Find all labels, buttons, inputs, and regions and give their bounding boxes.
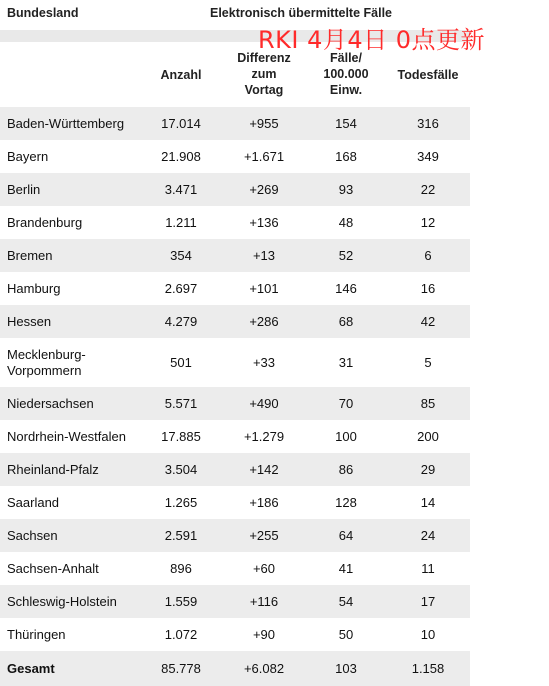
total-label: Gesamt (7, 660, 55, 676)
row-todesfaelle: 22 (420, 182, 436, 197)
row-bundesland-lines (7, 281, 60, 297)
table-row (0, 387, 470, 420)
table-row (0, 486, 470, 519)
row-bundesland-lines (7, 182, 40, 198)
row-bundesland-lines (7, 149, 48, 165)
row-todesfaelle: 29 (420, 462, 436, 477)
row-bundesland (7, 140, 147, 173)
column-header-anzahl (145, 67, 217, 83)
row-bundesland (7, 173, 147, 206)
row-todesfaelle: 316 (417, 116, 439, 131)
table-row (0, 173, 470, 206)
table-row (0, 305, 470, 338)
row-bundesland-lines (7, 215, 82, 231)
row-anzahl: 4.279 (164, 314, 198, 329)
row-bundesland-line: Schleswig-Holstein (7, 593, 117, 609)
column-header-anzahl-label: Anzahl (160, 68, 202, 82)
row-differenz: +1.671 (243, 149, 285, 164)
row-bundesland (7, 453, 147, 486)
row-faelle: 50 (338, 627, 354, 642)
row-bundesland (7, 272, 147, 305)
row-differenz: +60 (252, 561, 276, 576)
row-bundesland-line: Sachsen (7, 527, 58, 543)
row-anzahl: 5.571 (164, 396, 198, 411)
column-header-faelle (306, 50, 386, 98)
row-todesfaelle: 349 (417, 149, 439, 164)
row-differenz: +136 (249, 215, 279, 230)
row-anzahl: 1.265 (164, 495, 198, 510)
row-differenz: +1.279 (243, 429, 285, 444)
row-todesfaelle: 24 (420, 528, 436, 543)
column-header-differenz-line3: Vortag (244, 83, 284, 97)
row-faelle: 168 (335, 149, 357, 164)
row-differenz: +490 (249, 396, 279, 411)
column-header-todesfaelle (386, 67, 470, 83)
row-bundesland (7, 305, 147, 338)
row-bundesland-line: Bayern (7, 148, 49, 164)
row-bundesland (7, 420, 147, 453)
row-anzahl: 17.014 (161, 116, 201, 131)
row-anzahl: 501 (170, 355, 192, 370)
row-faelle: 64 (338, 528, 354, 543)
row-bundesland-lines (7, 248, 53, 264)
row-differenz: +955 (249, 116, 279, 131)
row-anzahl: 354 (170, 248, 192, 263)
row-bundesland-line: Hamburg (7, 280, 61, 296)
row-todesfaelle: 6 (424, 248, 432, 263)
row-bundesland-lines (7, 314, 51, 330)
row-bundesland (7, 519, 147, 552)
bundesland-header: Bundesland (7, 6, 79, 20)
row-faelle: 31 (338, 355, 354, 370)
row-bundesland-line: Nordrhein-Westfalen (7, 428, 126, 444)
row-bundesland-line: Berlin (7, 181, 41, 197)
row-bundesland-lines (7, 347, 86, 379)
row-bundesland-lines (7, 528, 58, 544)
row-bundesland (7, 552, 147, 585)
row-faelle: 154 (335, 116, 357, 131)
table-row (0, 618, 470, 651)
row-todesfaelle: 17 (420, 594, 436, 609)
row-faelle: 70 (338, 396, 354, 411)
row-bundesland-line: Rheinland-Pfalz (7, 461, 99, 477)
row-bundesland-line: Hessen (7, 313, 52, 329)
row-bundesland-lines (7, 396, 94, 412)
row-anzahl: 1.211 (165, 215, 197, 230)
row-faelle: 86 (338, 462, 354, 477)
row-bundesland-line: Baden-Württemberg (7, 115, 125, 131)
column-header-faelle-line3: Einw. (329, 83, 363, 97)
table-row (0, 453, 470, 486)
row-faelle: 41 (338, 561, 354, 576)
total-differenz: +6.082 (243, 661, 285, 676)
row-anzahl: 3.471 (164, 182, 198, 197)
row-anzahl: 17.885 (161, 429, 201, 444)
row-bundesland (7, 486, 147, 519)
row-bundesland (7, 107, 147, 140)
row-anzahl: 2.697 (164, 281, 198, 296)
total-faelle: 103 (335, 661, 357, 676)
row-anzahl: 896 (170, 561, 192, 576)
row-todesfaelle: 200 (417, 429, 439, 444)
row-faelle: 93 (338, 182, 354, 197)
row-anzahl: 21.908 (161, 149, 201, 164)
row-bundesland-line: Bremen (7, 247, 53, 263)
row-differenz: +101 (249, 281, 279, 296)
table-row (0, 107, 470, 140)
row-differenz: +116 (249, 594, 279, 609)
group-title: Elektronisch übermittelte Fälle (210, 6, 392, 20)
row-differenz: +186 (249, 495, 279, 510)
column-header-differenz-line2: zum (251, 67, 277, 81)
row-bundesland-line: Brandenburg (7, 214, 83, 230)
table-row (0, 420, 470, 453)
row-anzahl: 1.072 (164, 627, 198, 642)
row-todesfaelle: 85 (420, 396, 436, 411)
row-bundesland (7, 585, 147, 618)
row-faelle: 128 (335, 495, 357, 510)
column-header-differenz (222, 50, 306, 98)
row-bundesland-line: Mecklenburg- (7, 346, 86, 362)
row-bundesland-line: Thüringen (7, 626, 66, 642)
total-todesfaelle: 1.158 (411, 661, 445, 676)
table-row (0, 552, 470, 585)
row-bundesland (7, 338, 147, 387)
table-row (0, 239, 470, 272)
column-header-faelle-line1: Fälle/ (330, 51, 362, 65)
row-bundesland-lines (7, 561, 99, 577)
row-faelle: 52 (338, 248, 354, 263)
row-todesfaelle: 42 (420, 314, 436, 329)
row-bundesland (7, 618, 147, 651)
row-todesfaelle: 11 (421, 561, 435, 576)
row-todesfaelle: 5 (424, 355, 432, 370)
row-bundesland-lines (7, 116, 124, 132)
row-bundesland-lines (7, 495, 59, 511)
table-row (0, 140, 470, 173)
row-bundesland-lines (7, 429, 126, 445)
total-anzahl: 85.778 (161, 661, 201, 676)
row-differenz: +142 (249, 462, 279, 477)
total-row (0, 651, 470, 686)
table-row (0, 272, 470, 305)
row-bundesland-line: Sachsen-Anhalt (7, 560, 99, 576)
row-differenz: +90 (252, 627, 276, 642)
row-differenz: +255 (249, 528, 279, 543)
column-header-faelle-line2: 100.000 (323, 67, 369, 81)
row-anzahl: 1.559 (164, 594, 198, 609)
row-todesfaelle: 12 (420, 215, 436, 230)
row-todesfaelle: 10 (420, 627, 436, 642)
table-row (0, 206, 470, 239)
column-header-differenz-line1: Differenz (237, 51, 291, 65)
row-bundesland-line: Niedersachsen (7, 395, 94, 411)
table-row (0, 519, 470, 552)
row-faelle: 48 (338, 215, 354, 230)
table-body (0, 107, 470, 686)
column-header-todesfaelle-label: Todesfälle (397, 68, 459, 82)
row-differenz: +286 (249, 314, 279, 329)
row-bundesland-line: Vorpommern (7, 362, 82, 378)
row-differenz: +13 (252, 248, 276, 263)
row-anzahl: 2.591 (164, 528, 198, 543)
row-faelle: 68 (338, 314, 354, 329)
row-bundesland (7, 206, 147, 239)
table-row (0, 338, 470, 387)
row-bundesland (7, 239, 147, 272)
row-bundesland-lines (7, 594, 117, 610)
row-bundesland (7, 387, 147, 420)
row-differenz: +269 (249, 182, 279, 197)
row-bundesland-line: Saarland (7, 494, 60, 510)
row-differenz: +33 (252, 355, 276, 370)
row-anzahl: 3.504 (164, 462, 198, 477)
row-bundesland-lines (7, 462, 99, 478)
overlay-note: RKI 4月4日 0点更新 (258, 26, 486, 54)
row-faelle: 100 (335, 429, 357, 444)
table-row (0, 585, 470, 618)
row-todesfaelle: 14 (420, 495, 436, 510)
row-faelle: 54 (338, 594, 354, 609)
row-todesfaelle: 16 (420, 281, 436, 296)
row-faelle: 146 (335, 281, 357, 296)
row-bundesland-lines (7, 627, 66, 643)
